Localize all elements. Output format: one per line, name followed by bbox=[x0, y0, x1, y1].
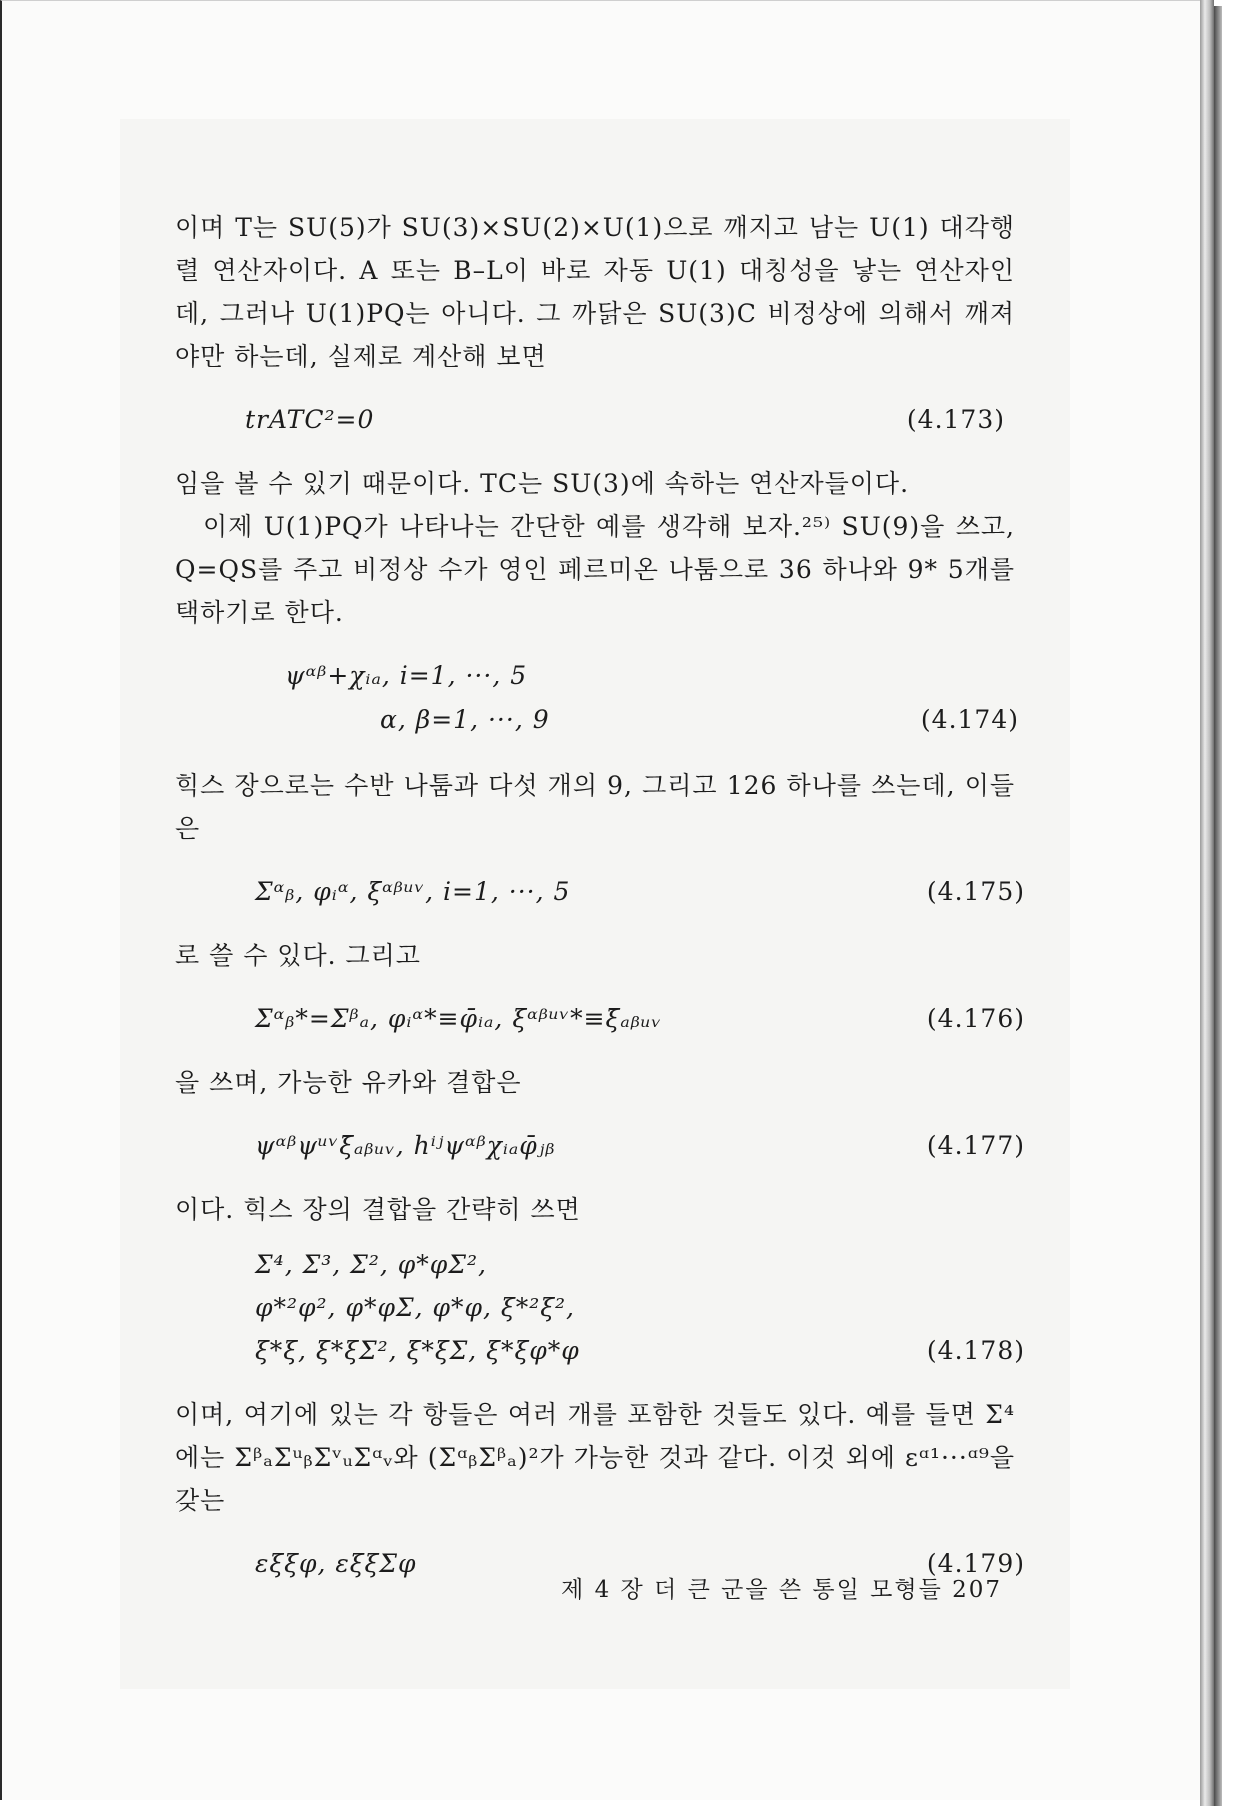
page-body bbox=[175, 206, 1025, 1606]
equation-4-176 bbox=[175, 997, 1025, 1041]
equation-4-175-formula: Σᵅᵦ, φᵢᵅ, ξᵅᵝᵘᵛ, i=1, ···, 5 bbox=[255, 877, 571, 906]
equation-4-174 bbox=[175, 654, 1019, 744]
equation-4-176-number: (4.176) bbox=[926, 1004, 1025, 1033]
equation-4-175-number: (4.175) bbox=[926, 877, 1025, 906]
paragraph-2: 임을 볼 수 있기 때문이다. TC는 SU(3)에 속하는 연산자들이다. bbox=[175, 469, 910, 498]
paragraph-6: 을 쓰며, 가능한 유카와 결합은 bbox=[175, 1068, 522, 1097]
equation-4-174-line-2: α, β=1, ···, 9 bbox=[380, 705, 550, 734]
equation-4-178-line-2: φ*²φ², φ*φΣ, φ*φ, ξ*²ξ², bbox=[255, 1293, 575, 1322]
equation-4-176-formula: Σᵅᵦ*=Σᵝₐ, φᵢᵅ*≡φ̄ᵢₐ, ξᵅᵝᵘᵛ*≡ξ̄ₐᵦᵤᵥ bbox=[255, 1004, 663, 1033]
equation-4-178-number: (4.178) bbox=[926, 1336, 1025, 1365]
equation-4-179-formula: εξξφ, εξξΣφ bbox=[255, 1549, 417, 1578]
equation-4-173 bbox=[175, 398, 1015, 442]
page-edge-dark bbox=[1214, 6, 1222, 1806]
equation-4-174-number: (4.174) bbox=[920, 705, 1019, 734]
paragraph-5: 로 쓸 수 있다. 그리고 bbox=[175, 941, 421, 970]
equation-4-173-number: (4.173) bbox=[906, 405, 1005, 434]
equation-4-178-line-3: ξ*ξ, ξ*ξΣ², ξ*ξΣ, ξ*ξφ*φ bbox=[255, 1336, 580, 1365]
paragraph-4: 힉스 장으로는 수반 나툼과 다섯 개의 9, 그리고 126 하나를 쓰는데, 이들은 bbox=[175, 771, 1015, 843]
equation-4-177-number: (4.177) bbox=[926, 1131, 1025, 1160]
equation-4-177-formula: ψᵅᵝψᵘᵛξ̄ₐᵦᵤᵥ, hⁱʲψᵅᵝχᵢₐφ̄ⱼᵦ bbox=[255, 1131, 556, 1160]
equation-4-173-formula: trATC²=0 bbox=[245, 405, 375, 434]
paragraph-8: 이며, 여기에 있는 각 항들은 여러 개를 포함한 것들도 있다. 예를 들면 Σ⁴에는 ΣᵝₐΣᵘᵦΣᵛᵤΣᵅᵥ와 (ΣᵅᵦΣᵝₐ)²가 가능한 것과 같다. 이것 외에 εᵅ¹···ᵅ⁹을 갖는 bbox=[175, 1400, 1015, 1515]
page-edge-shadow bbox=[1200, 0, 1214, 1806]
equation-4-175 bbox=[175, 870, 1025, 914]
running-footer: 제 4 장 더 큰 군을 쓴 통일 모형들 207 bbox=[561, 1577, 1002, 1603]
equation-4-178-line-1: Σ⁴, Σ³, Σ², φ*φΣ², bbox=[255, 1250, 487, 1279]
paragraph-1: 이며 T는 SU(5)가 SU(3)×SU(2)×U(1)으로 깨지고 남는 U(1) 대각행렬 연산자이다. A 또는 B–L이 바로 자동 U(1) 대칭성을 낳는 연산자인데, 그러나 U(1)PQ는 아니다. 그 까닭은 SU(3)C 비정상에 의해서 깨져야만 하는데, 실제로 계산해 보면 bbox=[175, 213, 1015, 371]
equation-4-177 bbox=[175, 1124, 1025, 1168]
equation-4-179-number: (4.179) bbox=[926, 1549, 1025, 1578]
paragraph-3: 이제 U(1)PQ가 나타나는 간단한 예를 생각해 보자.²⁵⁾ SU(9)을 쓰고, Q=QS를 주고 비정상 수가 영인 페르미온 나툼으로 36 하나와 9* 5개를 택하기로 한다. bbox=[175, 512, 1015, 627]
equation-4-174-line-1: ψᵅᵝ+χᵢₐ, i=1, ···, 5 bbox=[285, 661, 528, 690]
equation-4-178 bbox=[175, 1243, 1025, 1373]
paragraph-7: 이다. 힉스 장의 결합을 간략히 쓰면 bbox=[175, 1195, 581, 1224]
